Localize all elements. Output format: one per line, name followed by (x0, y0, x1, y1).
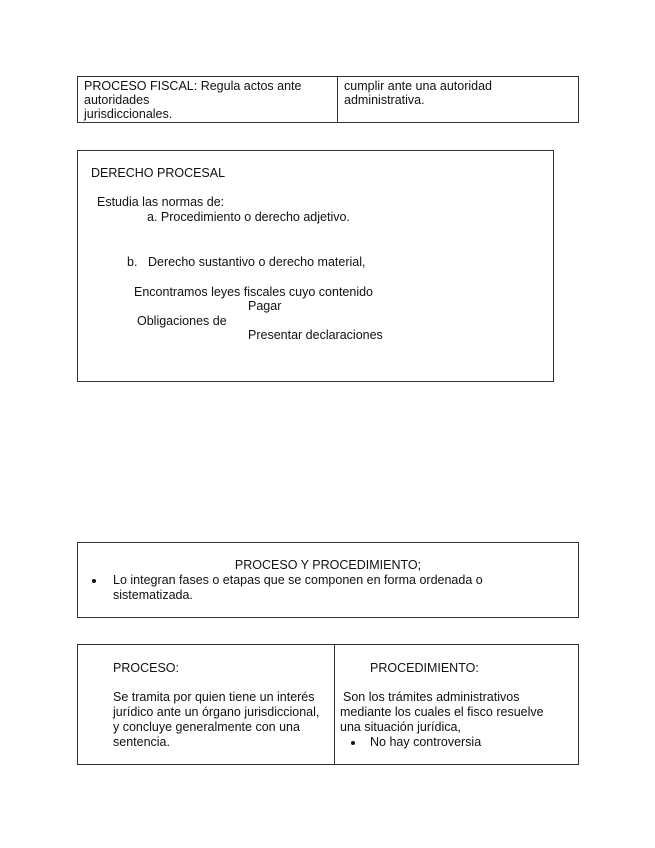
derecho-title: DERECHO PROCESAL (91, 166, 226, 180)
fiscal-left-line-3: jurisdiccionales. (84, 107, 173, 121)
derecho-pagar: Pagar (248, 299, 282, 313)
derecho-item-b: Derecho sustantivo o derecho material, (148, 255, 366, 269)
procedimiento-line-1: Son los trámites administrativos (343, 690, 520, 704)
fiscal-table-divider (337, 76, 338, 123)
fiscal-right-line-2: administrativa. (344, 93, 425, 107)
derecho-intro: Estudia las normas de: (97, 195, 225, 209)
proceso-procedimiento-line-1: Lo integran fases o etapas que se componen en forma ordenada o (113, 573, 483, 587)
proceso-line-4: sentencia. (113, 735, 170, 749)
derecho-leyes: Encontramos leyes fiscales cuyo contenido (134, 285, 374, 299)
proceso-line-1: Se tramita por quien tiene un interés (113, 690, 315, 704)
bullet-icon (92, 579, 96, 583)
proceso-procedimiento-line-2: sistematizada. (113, 588, 193, 602)
procedimiento-line-3: una situación jurídica, (340, 720, 461, 734)
derecho-presentar: Presentar declaraciones (248, 328, 383, 342)
derecho-item-b-marker: b. (127, 255, 138, 269)
derecho-item-a: a. Procedimiento o derecho adjetivo. (147, 210, 350, 224)
proceso-line-2: jurídico ante un órgano jurisdiccional, (113, 705, 320, 719)
proceso-title: PROCESO: (113, 661, 179, 675)
fiscal-right-line-1: cumplir ante una autoridad (344, 79, 493, 93)
bullet-icon (351, 741, 355, 745)
procedimiento-bullet: No hay controversia (370, 735, 482, 749)
proceso-line-3: y concluye generalmente con una (113, 720, 300, 734)
procedimiento-line-2: mediante los cuales el fisco resuelve (340, 705, 544, 719)
compare-table-divider (334, 644, 335, 765)
derecho-obligaciones: Obligaciones de (137, 314, 227, 328)
fiscal-left-line-2: autoridades (84, 93, 150, 107)
procedimiento-title: PROCEDIMIENTO: (370, 661, 479, 675)
proceso-procedimiento-title: PROCESO Y PROCEDIMIENTO; (234, 558, 422, 572)
fiscal-left-line-1: PROCESO FISCAL: Regula actos ante (84, 79, 302, 93)
